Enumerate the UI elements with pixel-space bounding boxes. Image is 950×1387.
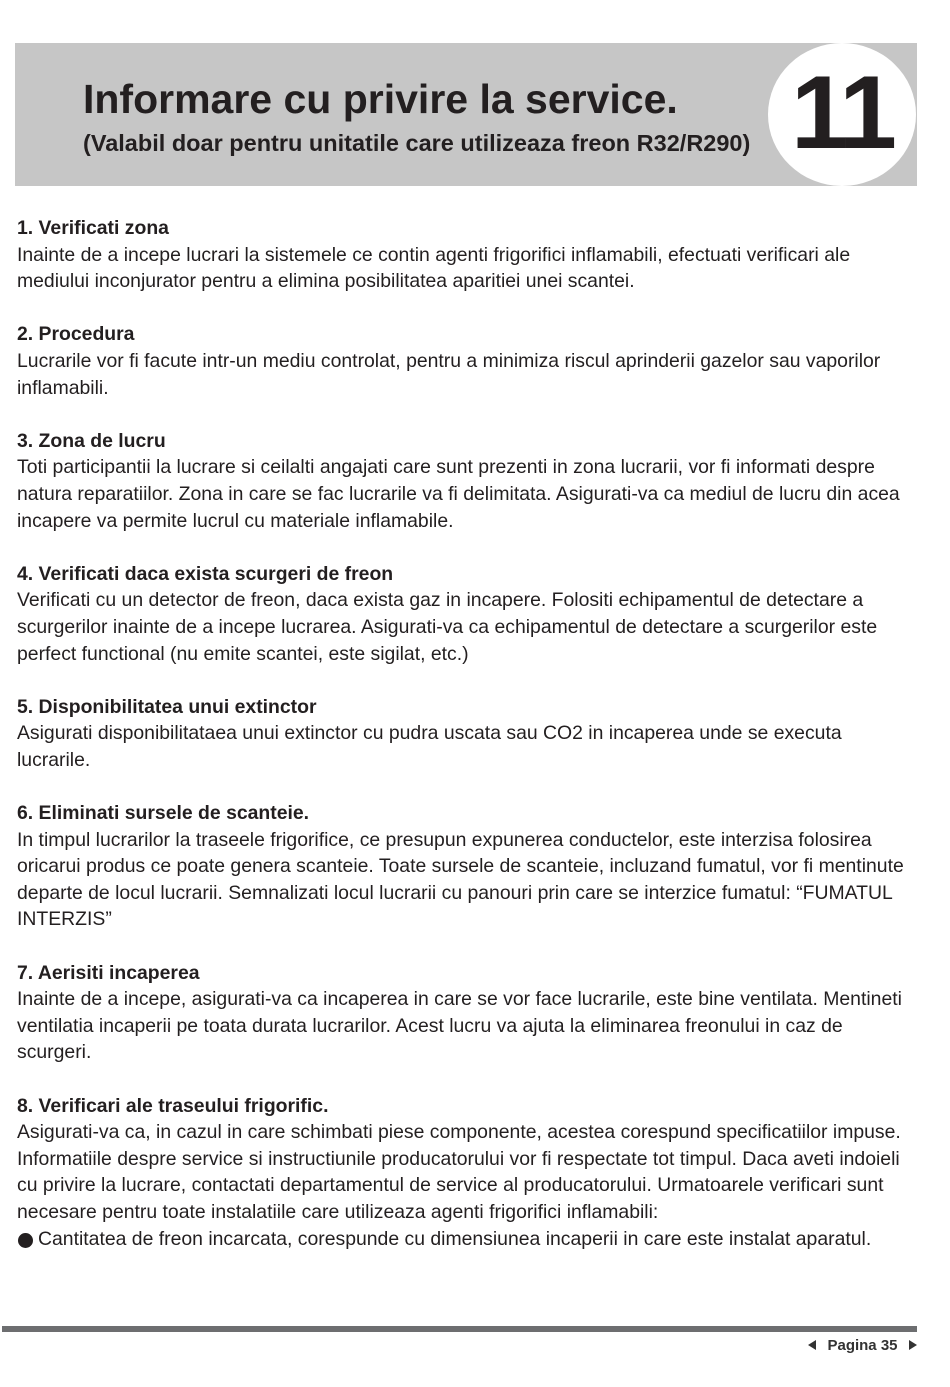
bullet-dot-icon [18,1233,33,1248]
page-subtitle: (Valabil doar pentru unitatile care utilizeaza freon R32/R290) [83,130,751,156]
chapter-number: 11 [791,55,893,171]
section-heading: 6. Eliminati sursele de scanteie. [17,802,310,825]
page-label: Pagina 35 [827,1336,898,1354]
section-traseu-frigorific [17,1093,917,1253]
previous-page-icon [808,1340,816,1350]
section-heading: 5. Disponibilitatea unui extinctor [17,695,317,718]
next-page-icon [909,1340,917,1350]
section-surse-scanteie [17,800,917,933]
section-heading: 2. Procedura [17,323,135,346]
section-procedura [17,321,917,401]
page-number [808,1335,917,1355]
page-title: Informare cu privire la service. [83,76,678,122]
section-text: Inainte de a incepe lucrari la sistemele ce contin agenti frigorifici inflamabili, efectuati verificari ale mediului inconjurator pentru a elimina posibilitatea aparitiei unei scantei. [17,243,851,293]
section-text: Inainte de a incepe, asigurati-va ca incaperea in care se vor face lucrarile, este bine ventilata. Mentineti ventilatia incaperii pe toata durata lucrarilor. Acest lucru va ajuta la eliminarea freonului in caz de scurgeri. [17,988,902,1064]
section-verificati-zona [17,215,917,295]
section-text: Verificati cu un detector de freon, daca exista gaz in incapere. Folositi echipamentul de detectare a scurgerilor inainte de a incepe lucrarea. Asigurati-va ca echipamentul de detectare a scurgerilor este perfect functional (nu emite scantei, este sigilat, etc.) [17,589,878,665]
section-heading: 8. Verificari ale traseului frigorific. [17,1094,329,1117]
section-heading: 1. Verificati zona [17,217,169,239]
section-text: In timpul lucrarilor la traseele frigorifice, ce presupun expunerea conductelor, este interzisa folosirea oricarui produs ce poate genera scanteie. Toate sursele de scanteie, incluzand fumatul, vor fi mentinute departe de locul lucrarii. Semnalizati locul lucrarii cu panouri prin care se interzice fumatul: “FUMATUL INTERZIS” [17,828,904,931]
bullet-item [17,1226,917,1253]
section-aerisiti-incaperea [17,960,917,1066]
section-text: Asigurati-va ca, in cazul in care schimbati piese componente, acestea corespund specificatiilor impuse. Informatiile despre service si instructiunile producatorului vor fi respectate tot timpul. Daca aveti indoieli cu privire la lucrare, contactati departamentul de service al producatorului. Urmatoarele verificari sunt necesare pentru toate instalatiile care utilizeaza agenti frigorifici inflamabili: [17,1121,901,1223]
footer-divider [2,1326,917,1332]
section-heading: 4. Verificati daca exista scurgeri de freon [17,562,394,585]
section-scurgeri-freon [17,561,917,667]
section-zona-de-lucru [17,428,917,534]
bullet-text: Cantitatea de freon incarcata, corespunde cu dimensiunea incaperii in care este instalat aparatul. [38,1227,872,1250]
section-heading: 7. Aerisiti incaperea [17,961,200,984]
section-text: Asigurati disponibilitataea unui extinctor cu pudra uscata sau CO2 in incaperea unde se executa lucrarile. [17,722,842,771]
content [17,215,917,1279]
section-extinctor [17,694,917,774]
section-text: Toti participantii la lucrare si ceilalti angajati care sunt prezenti in zona lucrarii, vor fi informati despre natura reparatiilor. Zona in care se fac lucrarile va fi delimitata. Asigurati-va ca mediul de lucru din acea incapere va permite lucrul cu materiale inflamabile. [17,456,900,532]
section-text: Lucrarile vor fi facute intr-un mediu controlat, pentru a minimiza riscul aprinderii gazelor sau vaporilor inflamabili. [17,349,881,399]
section-heading: 3. Zona de lucru [17,429,166,452]
